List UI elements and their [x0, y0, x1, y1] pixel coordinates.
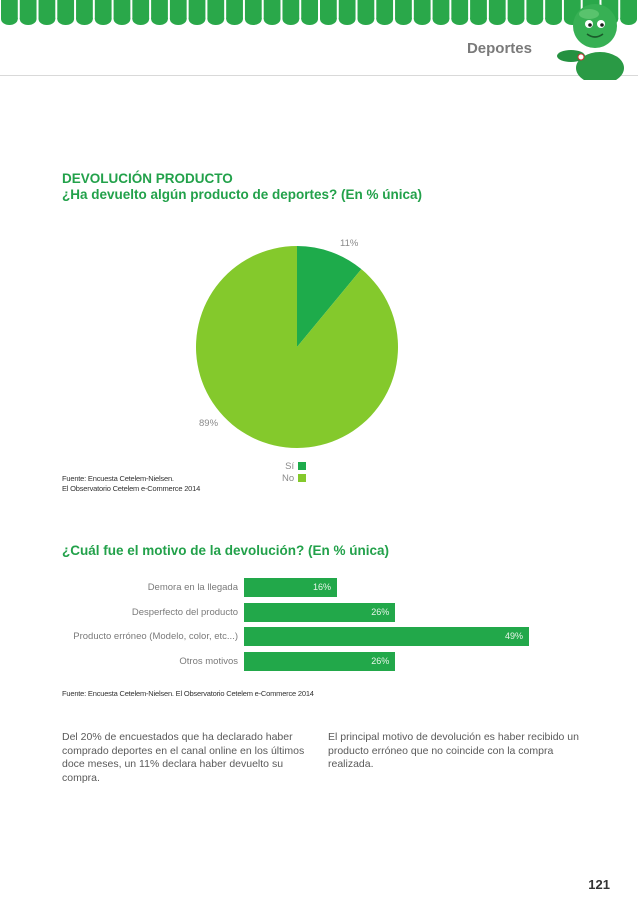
legend-item-si: [282, 460, 306, 472]
chart1-question: ¿Ha devuelto algún producto de deportes? (En % única): [62, 187, 423, 202]
awning-scallop: [151, 13, 168, 25]
pie-label-no: 89%: [199, 418, 219, 429]
chart2-source: Fuente: Encuesta Cetelem-Nielsen. El Observatorio Cetelem e-Commerce 2014: [62, 689, 314, 698]
bar: [244, 578, 337, 597]
awning-scallop: [245, 13, 262, 25]
awning-scallop: [1, 13, 18, 25]
awning-scallop: [301, 13, 318, 25]
bar: [244, 627, 529, 646]
bar-value-label: 49%: [504, 631, 523, 641]
awning-scallop: [264, 13, 281, 25]
awning-scallop: [376, 13, 393, 25]
awning-scallop: [414, 13, 431, 25]
awning-scallop: [207, 13, 224, 25]
pie-label-si: 11%: [340, 238, 359, 249]
awning-scallop: [451, 13, 468, 25]
mascot-badge: [578, 54, 584, 60]
header-divider: [0, 75, 638, 76]
awning-scallop: [76, 13, 93, 25]
legend-swatch-no: [298, 474, 306, 482]
bar-value-label: 26%: [371, 606, 390, 617]
paragraph-left: Del 20% de encuestados que ha declarado haber comprado deportes en el canal online en los últimos doce meses, un 11% declara haber devuelto su compra.: [62, 731, 305, 784]
mascot-head-shine: [579, 9, 599, 19]
awning-scallop: [57, 13, 74, 25]
awning-scallop: [358, 13, 375, 25]
awning-scallop: [489, 13, 506, 25]
header-awning: [0, 0, 638, 30]
mascot-illustration: [545, 0, 638, 80]
bar-chart: [0, 578, 638, 678]
awning-scallop: [95, 13, 112, 25]
bar: [244, 603, 395, 622]
pie-legend: [282, 460, 306, 484]
section-title: Deportes: [466, 40, 532, 57]
bar-category-label: Otros motivos: [179, 655, 238, 667]
bar: [244, 652, 395, 671]
bar-category-label: Demora en la llegada: [147, 582, 238, 593]
chart1-source-line1: Fuente: Encuesta Cetelem-Nielsen.: [62, 474, 174, 483]
awning-scallop: [226, 13, 243, 25]
awning-scallop: [20, 13, 37, 25]
chart1-source: [62, 474, 200, 494]
awning-scallop: [282, 13, 299, 25]
bar-row: [0, 578, 638, 598]
awning-scallop: [508, 13, 525, 25]
awning-scallop: [114, 13, 131, 25]
legend-swatch-si: [298, 462, 306, 470]
bar-row: [0, 652, 638, 672]
bar-category-label: Desperfecto del producto: [131, 606, 238, 618]
pie-chart: [180, 230, 420, 470]
page-number: 121: [588, 877, 610, 892]
bar-category-label: Producto erróneo (Modelo, color, etc...): [73, 631, 238, 642]
awning-scallop: [320, 13, 337, 25]
awning-scallop: [470, 13, 487, 25]
awning-scallop: [395, 13, 412, 25]
awning-scallop: [39, 13, 56, 25]
bar-value-label: 16%: [313, 582, 332, 592]
legend-item-no: [282, 472, 306, 484]
awning-scallop: [189, 13, 206, 25]
chart2-question: ¿Cuál fue el motivo de la devolución? (En % única): [62, 543, 390, 558]
bar-value-label: 26%: [371, 655, 390, 666]
awning-scallop: [339, 13, 356, 25]
pie-slice-no: [196, 246, 398, 448]
awning-scallop: [526, 13, 543, 25]
awning-scallop: [132, 13, 149, 25]
awning-scallop: [433, 13, 450, 25]
legend-label-no: No: [282, 472, 295, 484]
awning-scallop: [170, 13, 187, 25]
bar-row: [0, 603, 638, 623]
chart1-title: DEVOLUCIÓN PRODUCTO: [62, 171, 233, 186]
paragraph-right: El principal motivo de devolución es haber recibido un producto erróneo que no coincide con la compra realizada.: [328, 731, 579, 770]
bar-row: [0, 627, 638, 647]
legend-label-si: Sí: [285, 460, 295, 472]
chart1-source-line2: El Observatorio Cetelem e-Commerce 2014: [62, 484, 201, 493]
